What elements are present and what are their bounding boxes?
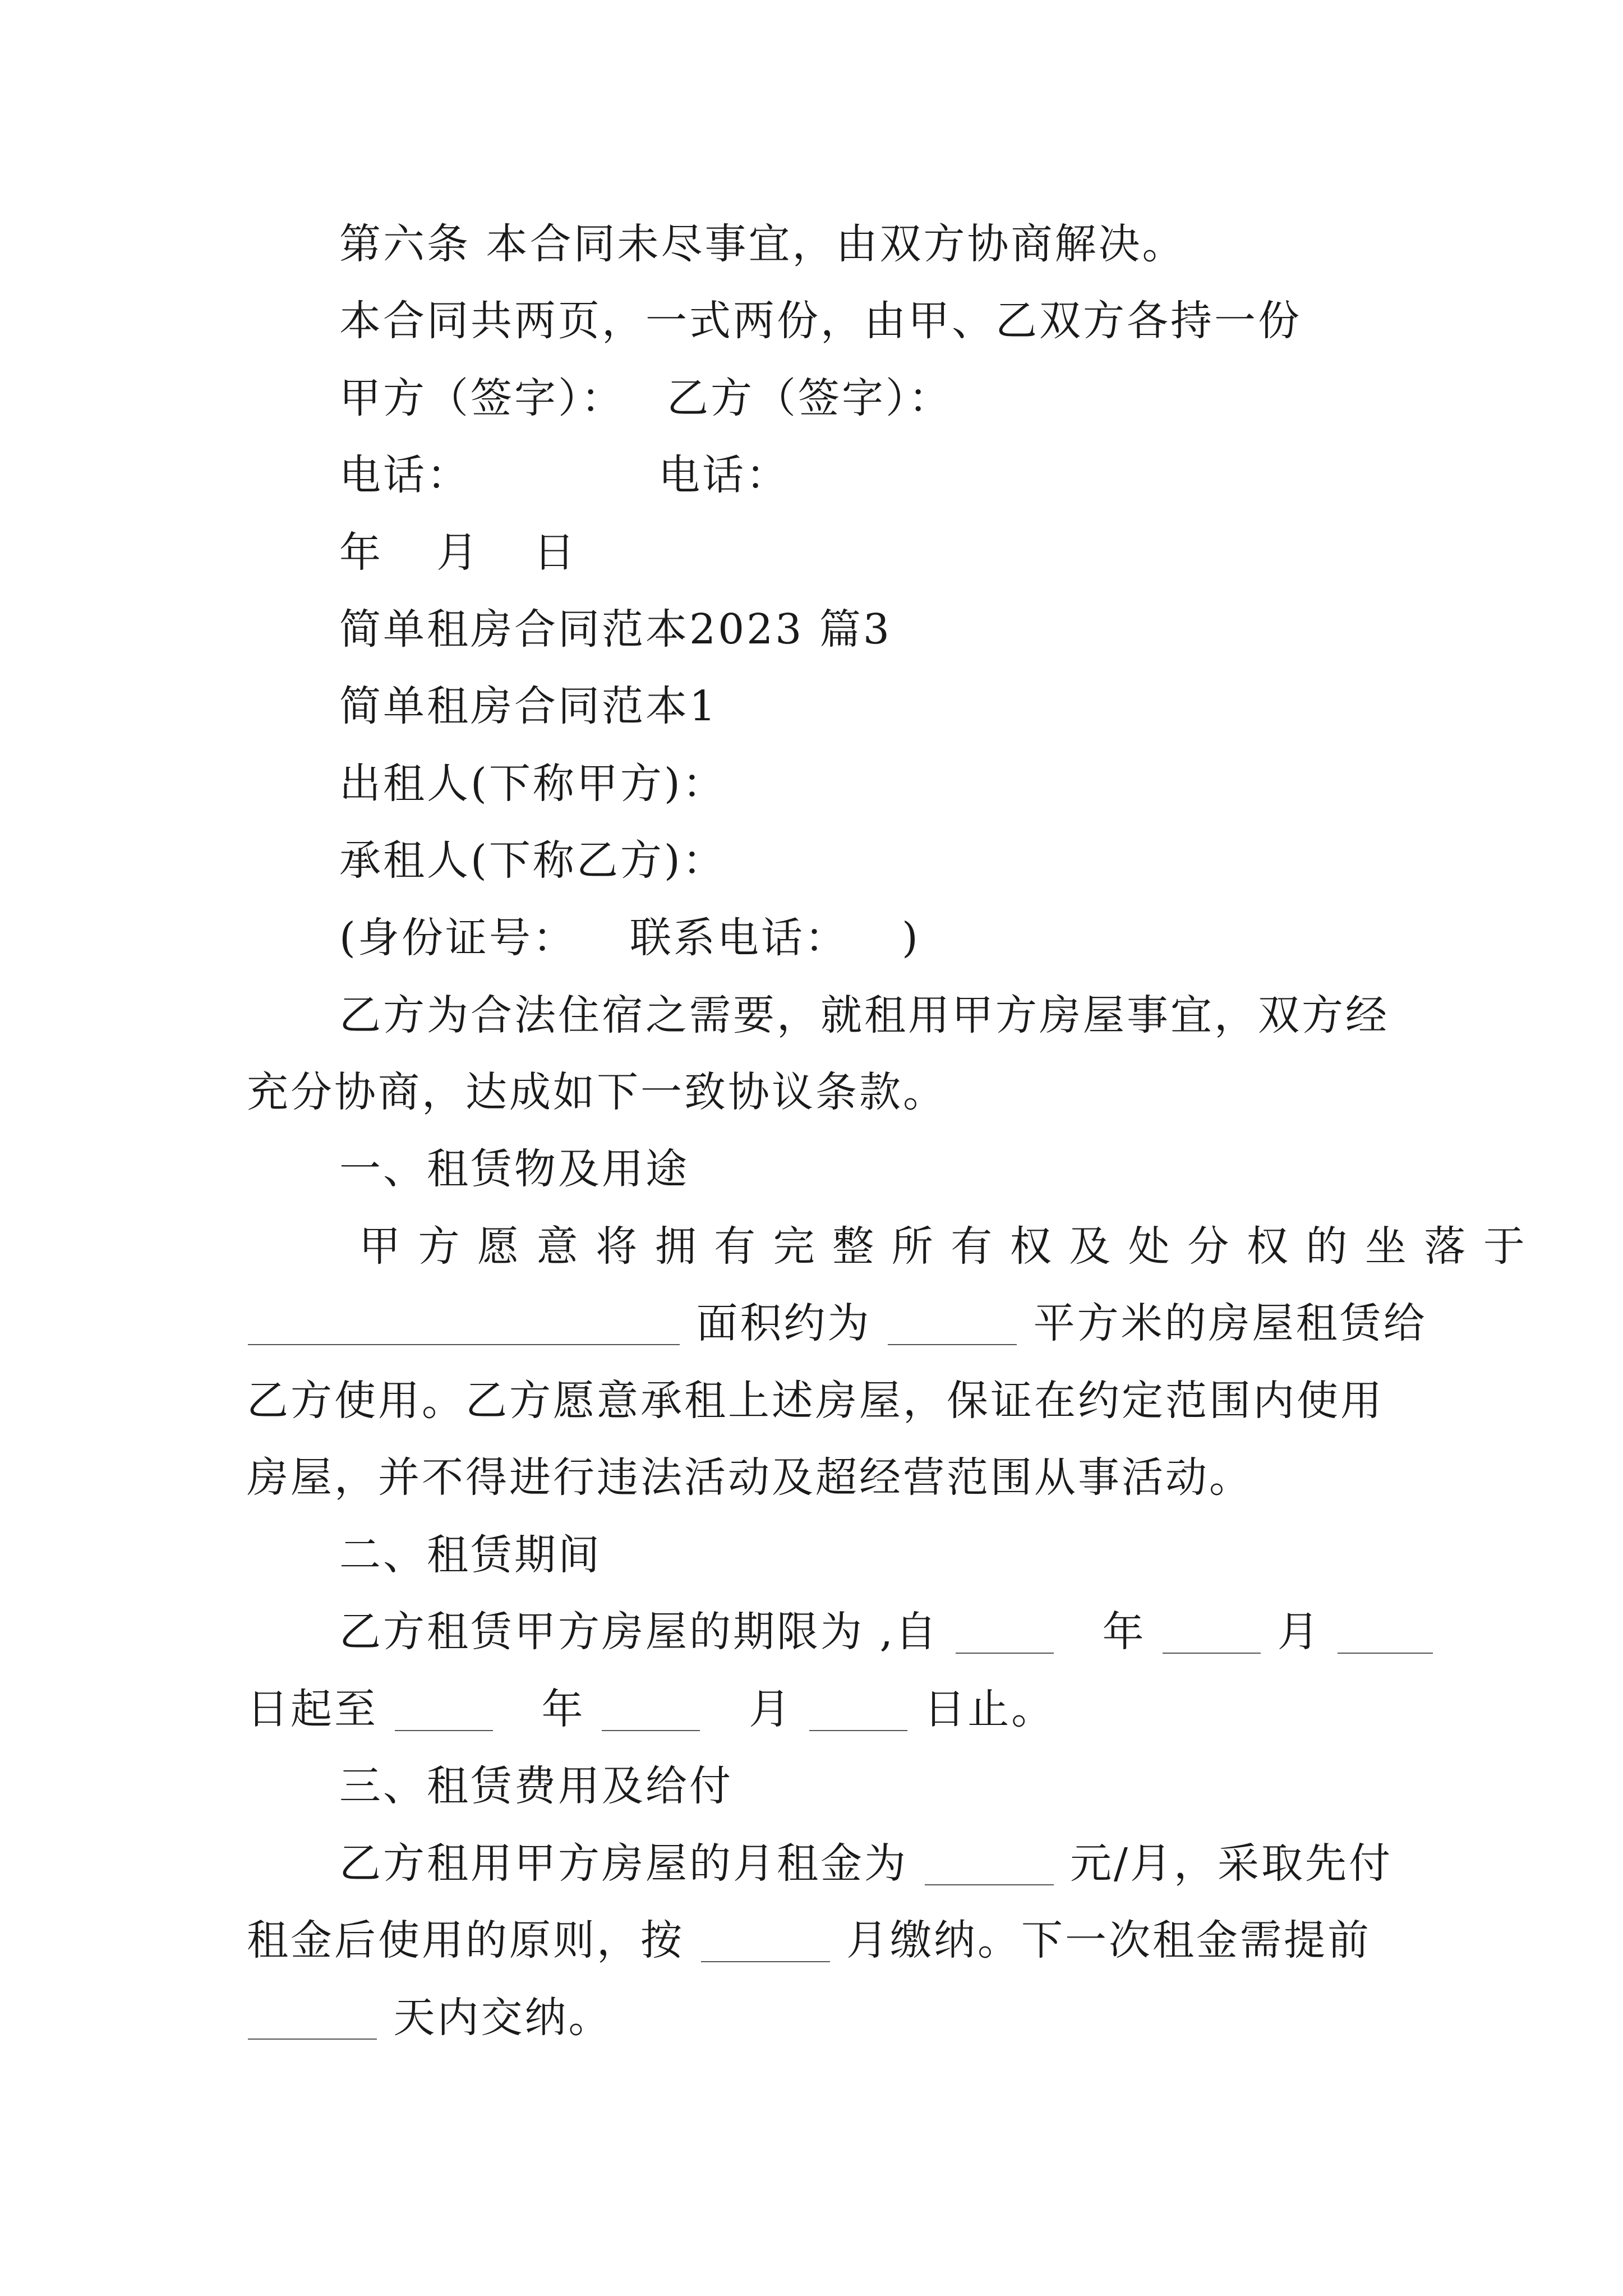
preamble-line-1 xyxy=(339,991,1389,1039)
phone-line xyxy=(339,451,790,499)
clause-one-line-2 xyxy=(247,1299,1427,1347)
lessor-line xyxy=(339,760,726,808)
rent-unit-text: 元/月，采取先付 xyxy=(1070,1839,1393,1888)
area-unit-text: 平方米的房屋租赁给 xyxy=(1033,1299,1427,1347)
id-number-label: (身份证号： xyxy=(339,914,577,962)
start-year-blank xyxy=(956,1613,1054,1654)
clause-one-line-1 xyxy=(359,1222,1527,1271)
end-year-blank xyxy=(395,1691,493,1731)
lessee-line xyxy=(339,836,726,885)
section-heading xyxy=(339,605,892,654)
payment-text-2: 月缴纳。下一次租金需提前 xyxy=(846,1916,1372,1964)
year-label: 年 xyxy=(541,1685,585,1733)
payment-period-blank xyxy=(701,1922,830,1962)
text: 简单租房合同范本1 xyxy=(339,682,718,730)
text: 本合同共两页，一式两份，由甲、乙双方各持一份 xyxy=(339,297,1302,345)
payment-text: 租金后使用的原则，按 xyxy=(247,1916,684,1964)
text: 三、租赁费用及给付 xyxy=(339,1762,733,1810)
term-text: 乙方租赁甲方房屋的期限为 ,自 xyxy=(339,1608,939,1656)
clause-three-line-3 xyxy=(247,1994,612,2042)
clause-two-line-1 xyxy=(339,1608,1434,1656)
end-day-blank xyxy=(809,1691,907,1731)
closing-paren: ) xyxy=(902,914,920,962)
text: 乙方为合法住宿之需要，就租用甲方房屋事宜，双方经 xyxy=(339,991,1389,1039)
start-month-blank xyxy=(1163,1613,1261,1654)
month-label: 月 xyxy=(436,528,481,577)
party-b-signature-label: 乙方（签字）： xyxy=(667,374,953,422)
year-label: 年 xyxy=(339,528,383,577)
area-blank xyxy=(888,1305,1017,1345)
area-label: 面积约为 xyxy=(696,1299,872,1347)
contact-phone-label: 联系电话： xyxy=(629,914,849,962)
rent-text: 乙方租用甲方房屋的月租金为 xyxy=(339,1839,908,1888)
text: 第六条 本合同未尽事宜，由双方协商解决。 xyxy=(339,220,1186,268)
text: 房屋，并不得进行违法活动及超经营范围从事活动。 xyxy=(247,1453,1253,1502)
copies-line xyxy=(339,297,1302,345)
clause-one-line-4 xyxy=(247,1453,1253,1502)
month-label: 月 xyxy=(749,1685,793,1733)
clause-three-heading xyxy=(339,1762,733,1810)
text: 简单租房合同范本2023 篇3 xyxy=(339,605,892,654)
rent-amount-blank xyxy=(925,1845,1054,1885)
end-text: 日止。 xyxy=(924,1685,1055,1733)
day-label: 日 xyxy=(533,528,578,577)
clause-two-line-2 xyxy=(247,1685,1055,1733)
year-label: 年 xyxy=(1102,1608,1146,1656)
article-six-line xyxy=(339,220,1186,268)
text: 甲 方 愿 意 将 拥 有 完 整 所 有 权 及 处 分 权 的 坐 落 于 xyxy=(359,1222,1527,1271)
clause-three-line-2 xyxy=(247,1916,1372,1964)
days-text: 天内交纳。 xyxy=(393,1994,612,2042)
preamble-line-2 xyxy=(247,1068,947,1116)
signature-line xyxy=(339,374,953,422)
clause-two-heading xyxy=(339,1531,602,1579)
text: 出租人(下称甲方)： xyxy=(339,760,726,808)
date-line xyxy=(339,528,578,577)
template-title xyxy=(339,682,718,730)
text: 承租人(下称乙方)： xyxy=(339,836,726,885)
party-a-signature-label: 甲方（签字）： xyxy=(339,374,625,422)
month-label: 月 xyxy=(1277,1608,1321,1656)
days-blank xyxy=(248,1999,377,2040)
until-text: 日起至 xyxy=(247,1685,378,1733)
text: 乙方使用。乙方愿意承租上述房屋，保证在约定范围内使用 xyxy=(247,1377,1384,1425)
clause-one-line-3 xyxy=(247,1377,1384,1425)
location-blank xyxy=(248,1305,680,1345)
start-day-blank xyxy=(1338,1613,1433,1654)
id-contact-line xyxy=(339,914,920,962)
text: 一、租赁物及用途 xyxy=(339,1145,689,1193)
text: 充分协商，达成如下一致协议条款。 xyxy=(247,1068,947,1116)
text: 二、租赁期间 xyxy=(339,1531,602,1579)
clause-one-heading xyxy=(339,1145,689,1193)
party-a-phone-label: 电话： xyxy=(339,451,471,499)
party-b-phone-label: 电话： xyxy=(658,451,790,499)
clause-three-line-1 xyxy=(339,1839,1393,1888)
end-month-blank xyxy=(602,1691,700,1731)
